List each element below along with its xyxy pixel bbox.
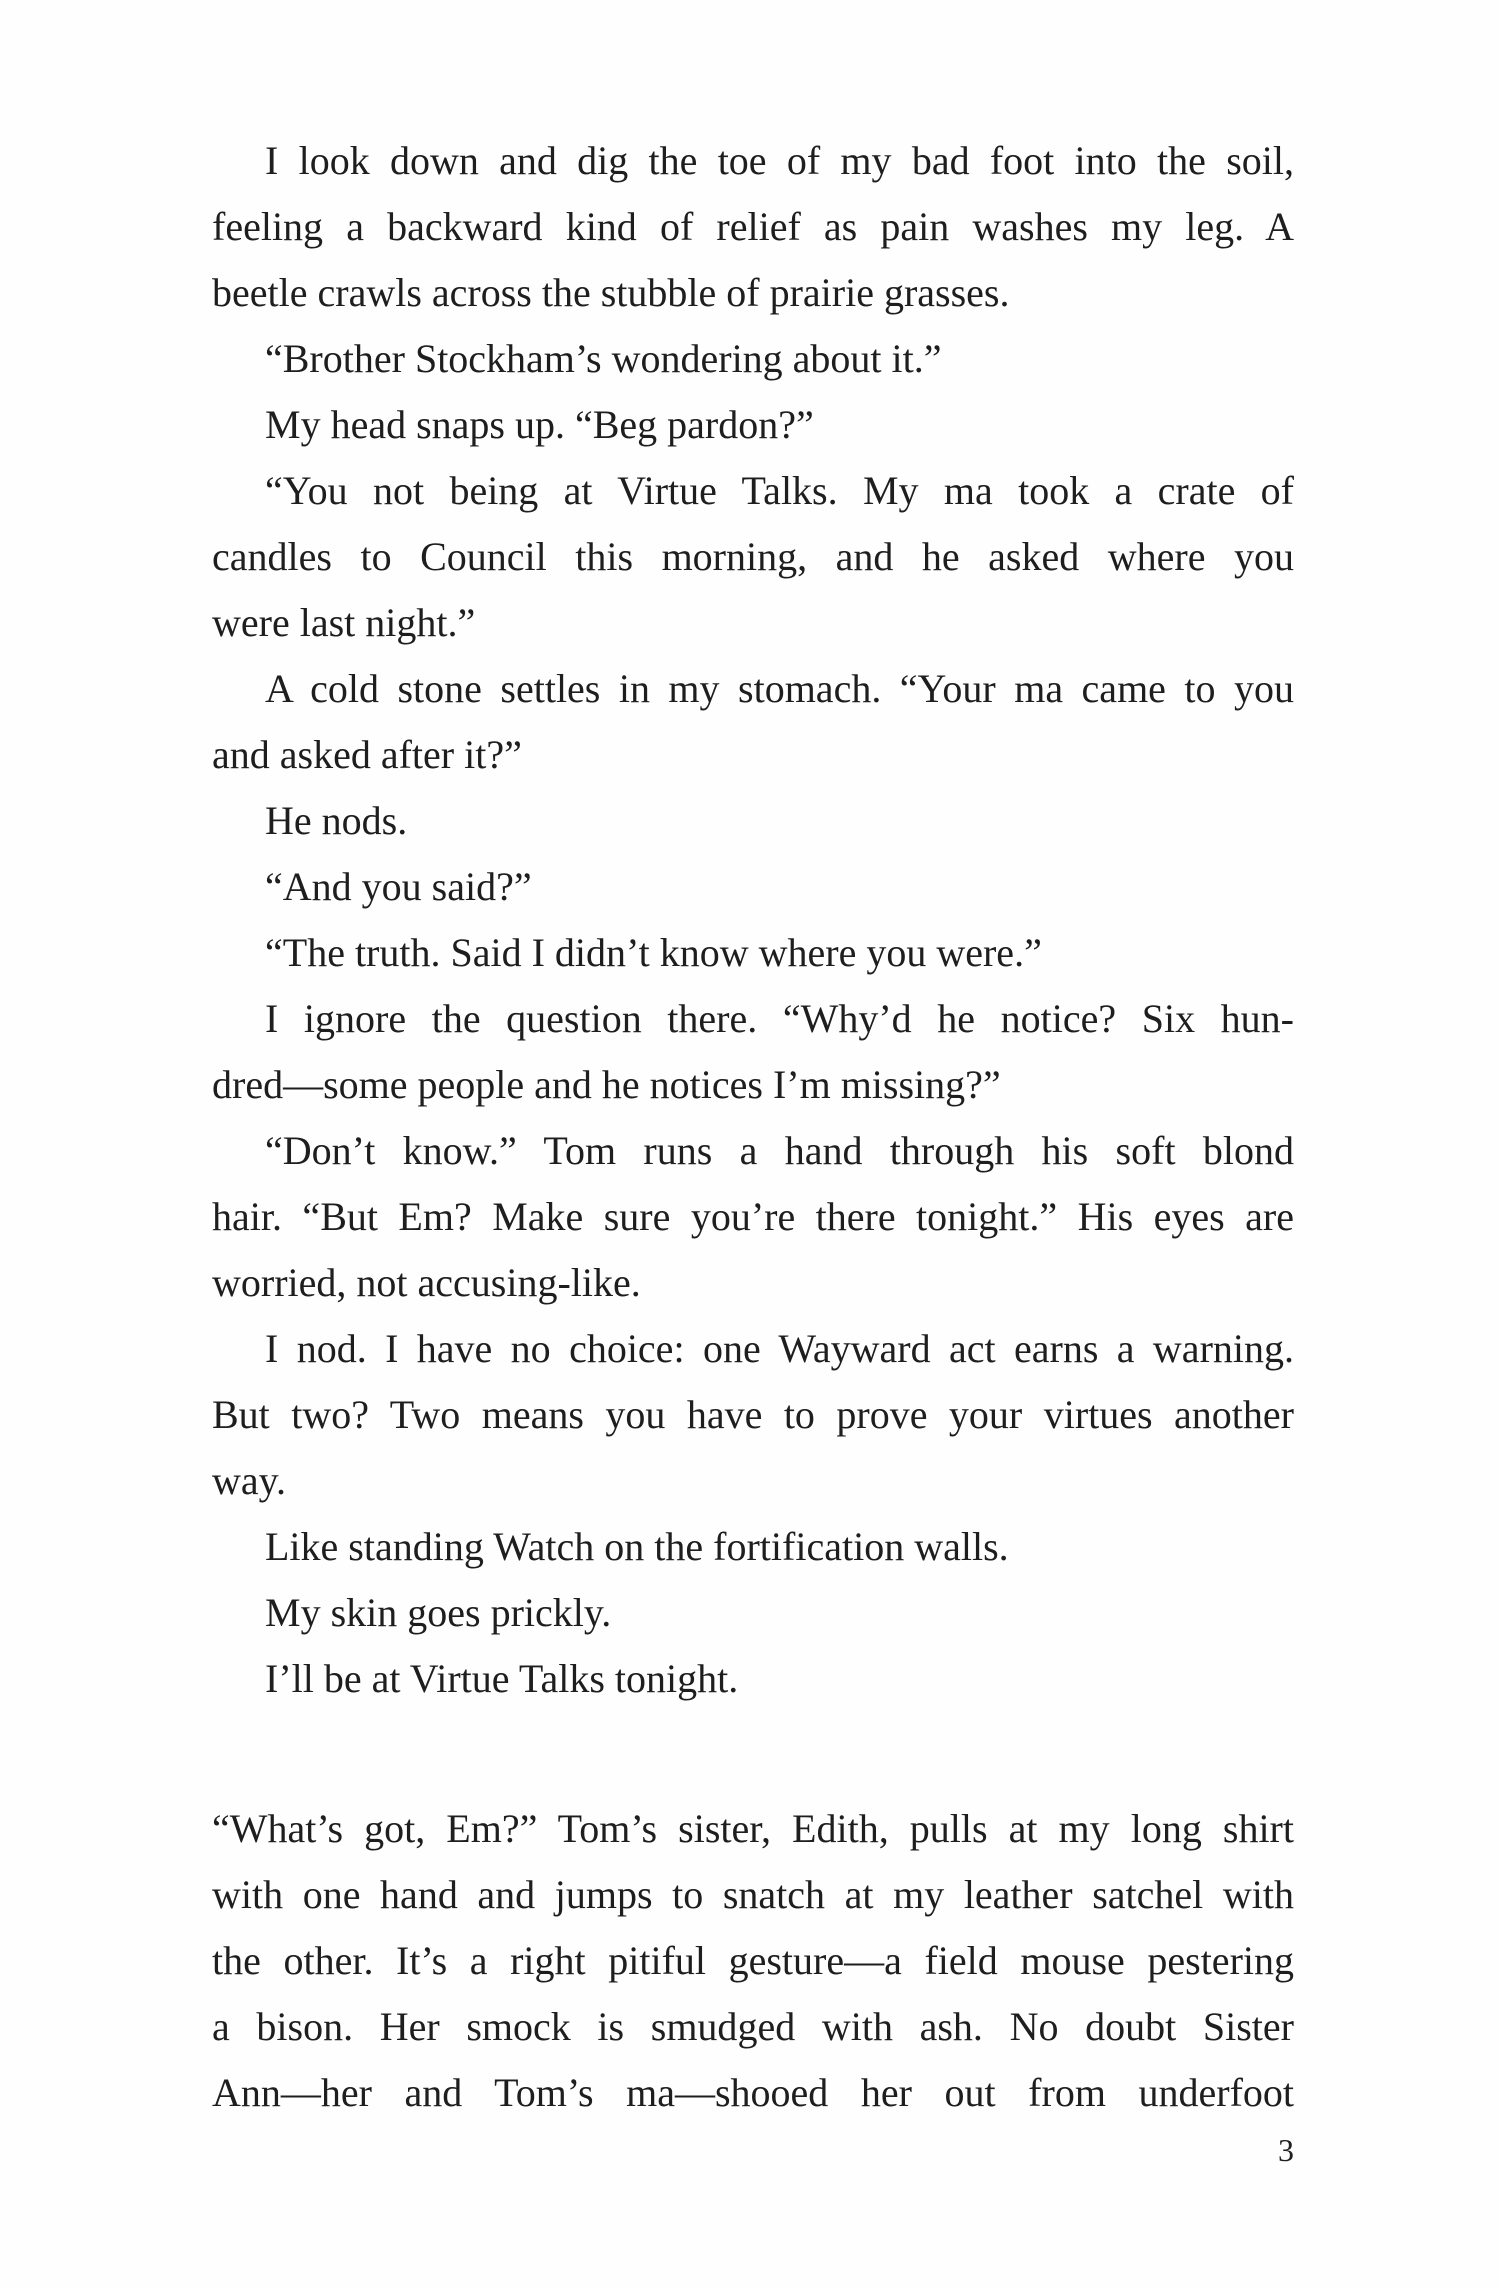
text-line: a bison. Her smock is smudged with ash. No doubt Sister bbox=[212, 2004, 1294, 2049]
text-line: candles to Council this morning, and he asked where you bbox=[212, 534, 1294, 579]
text-line: feeling a backward kind of relief as pain washes my leg. A bbox=[212, 204, 1294, 249]
text-line: “Brother Stockham’s wondering about it.” bbox=[265, 336, 942, 381]
text-line: with one hand and jumps to snatch at my leather satchel with bbox=[212, 1872, 1294, 1917]
text-line: I ignore the question there. “Why’d he notice? Six hun- bbox=[265, 996, 1294, 1041]
text-line: But two? Two means you have to prove your virtues another bbox=[212, 1392, 1294, 1437]
text-line: “The truth. Said I didn’t know where you were.” bbox=[265, 930, 1042, 975]
text-line: beetle crawls across the stubble of prairie grasses. bbox=[212, 270, 1010, 315]
text-line: “What’s got, Em?” Tom’s sister, Edith, pulls at my long shirt bbox=[212, 1806, 1294, 1851]
text-line: “You not being at Virtue Talks. My ma took a crate of bbox=[265, 468, 1294, 513]
text-line: My head snaps up. “Beg pardon?” bbox=[265, 402, 814, 447]
text-line: He nods. bbox=[265, 798, 408, 843]
page-number: 3 bbox=[1278, 2132, 1294, 2168]
text-line: My skin goes prickly. bbox=[265, 1590, 612, 1635]
text-line: Like standing Watch on the fortification walls. bbox=[265, 1524, 1009, 1569]
text-line: the other. It’s a right pitiful gesture—a field mouse pestering bbox=[212, 1938, 1294, 1983]
text-line: and asked after it?” bbox=[212, 732, 522, 777]
text-line: “Don’t know.” Tom runs a hand through his soft blond bbox=[265, 1128, 1294, 1173]
text-line: worried, not accusing-like. bbox=[212, 1260, 641, 1305]
text-line: A cold stone settles in my stomach. “Your ma came to you bbox=[265, 666, 1294, 711]
text-line: hair. “But Em? Make sure you’re there tonight.” His eyes are bbox=[212, 1194, 1294, 1239]
text-line: “And you said?” bbox=[265, 864, 532, 909]
text-line: were last night.” bbox=[212, 600, 476, 645]
text-line: I nod. I have no choice: one Wayward act earns a warning. bbox=[265, 1326, 1294, 1371]
text-line: I’ll be at Virtue Talks tonight. bbox=[265, 1656, 739, 1701]
text-line: dred—some people and he notices I’m missing?” bbox=[212, 1062, 1001, 1107]
text-line: Ann—her and Tom’s ma—shooed her out from underfoot bbox=[212, 2070, 1294, 2115]
text-line: I look down and dig the toe of my bad foot into the soil, bbox=[265, 138, 1294, 183]
text-line: way. bbox=[212, 1458, 287, 1503]
